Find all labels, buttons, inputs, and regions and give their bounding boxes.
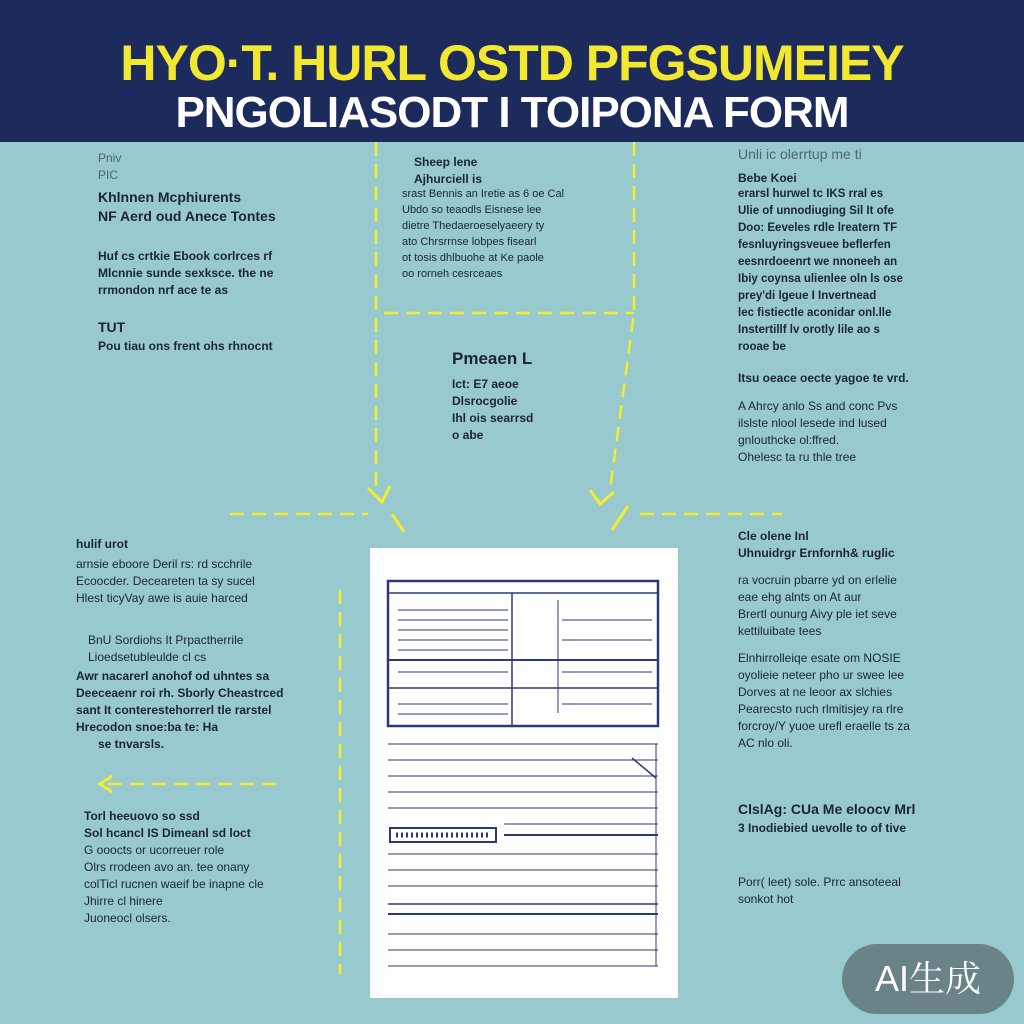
- right-block1-body: erarsl hurwel tc IKS rral es Ulie of unnodiuging Sil It ofe Doo: Eeveles rdle lreatern TF fesnluyringsveuee beflerfen eesnrdoeenrt we nnoneeh an Ibiy coynsa ulienlee oln ls ose prey'di lgeue I Invertnead lec fistiectle aconidar onl.lle Instertillf lv orotly lile ao s rooae be: [738, 188, 903, 353]
- right-block2-body: Itsu oeace oecte yagoe te vrd.: [738, 371, 909, 385]
- arrowhead-left: [368, 486, 390, 502]
- right-block6-heading: ClslAg: CUa Me eloocv Mrl: [738, 801, 916, 817]
- right-top-text: Unli ic olerrtup me ti: [738, 146, 862, 162]
- arrowhead-into-form-left: [392, 514, 404, 532]
- left-block5-heading: Torl heeuovo so ssd Sol hcancl IS Dimeanl sd loct: [84, 809, 251, 840]
- left-block4-body: Awr nacarerl anohof od uhntes sa Deeceaenr roi rh. Sborly Cheastrced sant It conterestehorrerl tle rarstel Hrecodon snoe:ba te: Ha: [76, 669, 284, 734]
- form-document-illustration: [370, 548, 678, 998]
- left-block3-heading: hulif urot: [76, 537, 128, 551]
- arrowhead-into-form-right: [612, 506, 628, 530]
- left-block5-body: G ooocts or ucorreuer role Olrs rrodeen avo an. tee onany colTicl rucnen waeif be inapne cle Jhirre cl hinere Juoneocl olsers.: [84, 843, 264, 925]
- left-block1-body: Huf cs crtkie Ebook corlrces rf Mlcnnie sunde sexksce. the ne rrmondon nrf ace te as: [98, 249, 274, 297]
- form-lines: [370, 548, 678, 998]
- right-block1-heading: Bebe Koei: [738, 171, 797, 185]
- left-block1-heading: Khlnnen Mcphiurents NF Aerd oud Anece Tontes: [98, 189, 276, 224]
- right-block4-heading: Cle olene Inl Uhnuidrgr Ernfornh& ruglic: [738, 529, 895, 560]
- title-line-1: HYO·T. HURL OSTD PFGSUMEIEY: [120, 35, 904, 91]
- right-block7-body: Porr( leet) sole. Prrc ansoteeal sonkot hot: [738, 875, 901, 906]
- ai-generated-badge: AI生成: [842, 944, 1014, 1014]
- right-block3-body: A Ahrcy anlo Ss and conc Pvs ilslste nlool lesede ind lused gnlouthcke ol:ffred. Ohelesc ta ru thle tree: [738, 399, 898, 464]
- right-block5-body: Elnhirrolleiqe esate om NOSIE oyolieie neteer pho ur swee lee Dorves at ne leoor ax slchies Pearecsto ruch rlmitisjey ra rlre forcroy/Y yuoe urefl eraelle ts za AC nlo oli.: [738, 651, 910, 750]
- center-top-body: srast Bennis an Iretie as 6 oe Cal Ubdo so teaodls Eisnese lee dietre Thedaeroeselyaeery ty ato Chrsrrnse lobpes fisearl ot tosis dhlbuohe at Ke paole oo rorneh cesrceaes: [402, 188, 565, 280]
- right-block6-body: 3 Inodiebied uevolle to of tive: [738, 821, 907, 835]
- left-block4-heading: BnU Sordiohs It Prpactherrile Lioedsetubleulde cl cs: [88, 633, 244, 664]
- right-block4-body: ra vocruin pbarre yd on erlelie eae ehg alnts on At aur Brertl ounurg Aivy ple iet seve kettiluibate tees: [738, 573, 897, 638]
- center-mid-heading: Pmeaen L: [452, 349, 533, 368]
- left-block2-body: Pou tiau ons frent ohs rhnocnt: [98, 339, 273, 353]
- left-block1-top: Pniv PIC: [98, 151, 122, 182]
- arrowhead-right: [590, 490, 614, 504]
- left-block4-tail: se tnvarsls.: [98, 737, 165, 751]
- left-block2-label: TUT: [98, 319, 126, 335]
- left-block3-body: arnsie eboore Deril rs: rd scchrile Ecoocder. Deceareten ta sy sucel Hlest ticyVay awe is auie harced: [76, 557, 255, 605]
- center-mid-body: Ict: E7 aeoe Dlsrocgolie Ihl ois searrsd o abe: [452, 377, 534, 442]
- center-top-heading: Sheep lene Ajhurciell is: [414, 155, 483, 186]
- arrow-right-vertical: [610, 142, 634, 490]
- title-line-2: PNGOLIASODT I TOIPONA FORM: [175, 88, 849, 137]
